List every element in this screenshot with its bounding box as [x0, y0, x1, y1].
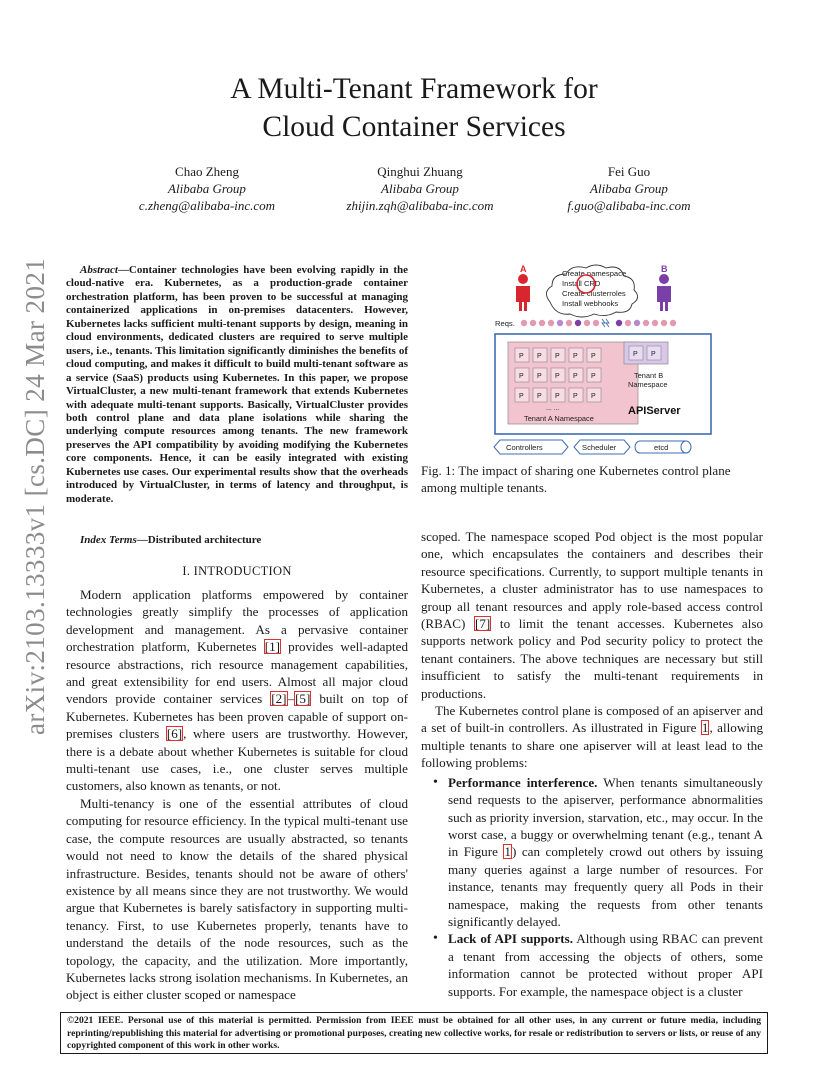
author-email: f.guo@alibaba-inc.com [567, 198, 691, 213]
scheduler-component [574, 440, 630, 454]
etcd-component [635, 441, 691, 453]
section-heading-introduction: I. INTRODUCTION [182, 564, 292, 578]
author-name: Fei Guo [607, 164, 651, 179]
author-email: zhijin.zqh@alibaba-inc.com [346, 198, 494, 213]
tenant-a-person-icon [516, 274, 530, 311]
text-run: Although using RBAC can prevent a tenant from accessing the objects of others, some information cannot be protected without proper API supports. For example, the namespace object is a cluster [448, 931, 763, 999]
citation-link[interactable]: [6] [166, 726, 183, 742]
etcd-label: etcd [654, 443, 669, 452]
cloud-item-2: Install CRD [562, 279, 601, 288]
pod-label: P [555, 373, 560, 380]
pod-label: P [591, 353, 596, 360]
author-affiliation: Alibaba Group [381, 181, 459, 196]
text-run: built on top of Kubernetes. Kubernetes has been proven capable of support on-premises clusters [66, 691, 408, 742]
scheduler-label: Scheduler [582, 443, 617, 452]
pod-label: P [537, 353, 542, 360]
pod-label: P [555, 393, 560, 400]
pod-label: P [519, 393, 524, 400]
pod-label: P [591, 393, 596, 400]
citation-link[interactable]: [1] [264, 639, 281, 655]
bullet-title: Lack of API supports. [448, 931, 574, 947]
text-run: Modern application platforms empowered by container technologies greatly simplify the processes of application development and management. As a pervasive container orchestration platform, Kubernetes [66, 587, 408, 655]
abstract-lead: Abstract [80, 264, 118, 276]
intro-paragraph-2: Multi-tenancy is one of the essential attributes of cloud computing for resource efficiency. In the typical multi-tenant use case, the compute resources are usually abstracted, so tenants would not need to know the details of the shared physical infrastructure. Besides, tenants should not be aware of others' existence by all means since they are not trustworthy. We would argue that Kubernetes is barely satisfactory in supporting multi-tenancy. First, to use Kubernetes properly, tenants have to understand the details of the node resources, such as the topology, the capacity, and the utilization. More importantly, Kubernetes lacks strong isolation mechanisms. In Kubernetes, an object is either cluster scoped or namespace [66, 795, 408, 1003]
text-run: , allowing multiple tenants to share one apiserver will at least lead to the following problems: [421, 720, 764, 771]
text-run: – [287, 691, 295, 707]
left-column-body [66, 586, 408, 1004]
bullet-title: Performance interference. [448, 774, 598, 790]
intro-paragraph-1 [66, 586, 408, 795]
citation-link[interactable]: [2] [271, 691, 287, 707]
tenant-a-namespace-label: Tenant A Namespace [524, 414, 594, 423]
cloud-item-4: Install webhooks [562, 299, 619, 308]
author-1 [97, 163, 317, 214]
abstract-text: —Container technologies have been evolving rapidly in the cloud-native era. Kubernetes, as a production-grade container orchestration platform, has been proven to be successful at managing containerized applications in on-premises datacenters. However, Kubernetes lacks sufficient multi-tenant supports by design, meaning in cloud environments, dedicated clusters are required to serve multiple users, i.e., tenants. This limitation significantly diminishes the benefits of cloud computing, and makes it difficult to build multi-tenant software as a service (SaaS) products using Kubernetes. In this paper, we propose VirtualCluster, a new multi-tenant framework that extends Kubernetes with adequate multi-tenant supports. Basically, VirtualCluster provides both control plane and data plane isolations while sharing the underlying compute resources among tenants. The new framework preserves the API compatibility by avoiding modifying the Kubernetes core components. Hence, it can be easily integrated with existing Kubernetes use cases. Our experimental results show that the overheads introduced by VirtualCluster, in terms of latency and throughput, is moderate. [66, 264, 408, 505]
requests-label: Reqs. [495, 319, 515, 328]
abstract [66, 264, 408, 506]
figure-link[interactable]: 1 [701, 720, 709, 736]
author-affiliation: Alibaba Group [168, 181, 246, 196]
problem-list [421, 774, 763, 1000]
tenant-b-person-icon [657, 274, 671, 311]
copyright-notice: ©2021 IEEE. Personal use of this material is permitted. Permission from IEEE must be obtained for all other uses, in any current or future media, including reprinting/republishing this material for advertising or promotional purposes, creating new collective works, for resale or redistribution to servers or lists, or reuse of any copyrighted component of this work in other works. [60, 1012, 768, 1054]
pod-label: P [519, 373, 524, 380]
arxiv-identifier-stamp: arXiv:2103.13333v1 [cs.DC] 24 Mar 2021 [20, 257, 50, 735]
controllers-label: Controllers [506, 443, 543, 452]
index-terms [66, 533, 408, 547]
figure-link[interactable]: 1 [504, 844, 511, 860]
cloud-item-1: Create namespace [562, 269, 627, 278]
tenant-b-namespace-label-1: Tenant B [634, 371, 664, 380]
tenant-a-pods [515, 348, 601, 402]
pod-label: P [573, 393, 578, 400]
index-terms-lead: Index Terms [80, 534, 137, 546]
title-line-2: Cloud Container Services [262, 111, 566, 143]
author-name: Qinghui Zhuang [377, 164, 463, 179]
pod-label: P [573, 373, 578, 380]
pods-ellipsis: ... ... [546, 405, 560, 412]
author-block [0, 163, 828, 218]
title-line-1: A Multi-Tenant Framework for [230, 73, 598, 105]
figure-1-diagram [478, 262, 738, 458]
text-run: , where users are trustworthy. However, there is a debate about whether Kubernetes is suitable for cloud multi-tenant use cases, i.e., one cluster serves multiple customers, also known as tenants, or not. [66, 726, 408, 794]
text-run: ) can completely crowd out others by issuing many queries against a large number of resources. For instance, tenants may frequently query all Pods in their namespace, making the requests from other tenants significantly delayed. [448, 844, 763, 929]
pod-label: P [537, 373, 542, 380]
author-3 [519, 163, 739, 214]
apiserver-label: APIServer [628, 405, 681, 417]
pod-label: P [633, 351, 638, 358]
figure-caption: Fig. 1: The impact of sharing one Kubernetes control plane among multiple tenants. [421, 463, 731, 496]
text-run: When tenants simultaneously send requests to the apiserver, performance abnormalities such as priority inversion, starvation, etc., may occur. In the worst case, a buggy or overwhelming tenant (e.g., tenant A in Figure [448, 774, 763, 860]
right-column-body [421, 528, 763, 1000]
citation-link[interactable]: [7] [475, 616, 491, 632]
list-item [421, 930, 763, 1000]
cloud-item-3: Create clusterroles [562, 289, 626, 298]
request-queue [521, 319, 676, 327]
tenant-b-label: B [661, 264, 668, 274]
controllers-component [494, 440, 568, 454]
index-terms-text: —Distributed architecture [136, 534, 262, 546]
paper-title [0, 70, 828, 146]
right-paragraph-2 [421, 702, 763, 772]
author-affiliation: Alibaba Group [590, 181, 668, 196]
author-name: Chao Zheng [175, 164, 239, 179]
pod-label: P [555, 353, 560, 360]
author-2 [310, 163, 530, 214]
text-run: The Kubernetes control plane is composed of an apiserver and a set of built-in controllers. As illustrated in Figure [421, 703, 763, 736]
pod-label: P [651, 351, 656, 358]
tenant-a-label: A [520, 264, 527, 274]
list-item [421, 774, 763, 931]
text-run: provides well-adapted resource abstractions, rich resource management capabilities, and great extensibility for end users. Almost all major cloud vendors provide container services [66, 639, 408, 707]
text-run: to limit the tenant accesses. Kubernetes also supports network policy and Pod security policy to protect the tenant containers. The above techniques are necessary but still insufficient to satisfy the multi-tenant requirements in productions. [421, 616, 763, 701]
author-email: c.zheng@alibaba-inc.com [138, 198, 276, 213]
citation-link[interactable]: [5] [295, 691, 311, 707]
pod-label: P [519, 353, 524, 360]
right-paragraph-1 [421, 528, 763, 702]
pod-label: P [591, 373, 596, 380]
pod-label: P [573, 353, 578, 360]
pod-label: P [537, 393, 542, 400]
text-run: scoped. The namespace scoped Pod object is the most popular one, which encapsulates the containers and describes their resource specifications. Currently, to support multiple tenants in Kubernetes, a cluster administrator has to use namespaces to group all tenant resources and apply role-based access control (RBAC) [421, 529, 763, 632]
tenant-b-namespace-label-2: Namespace [628, 380, 668, 389]
